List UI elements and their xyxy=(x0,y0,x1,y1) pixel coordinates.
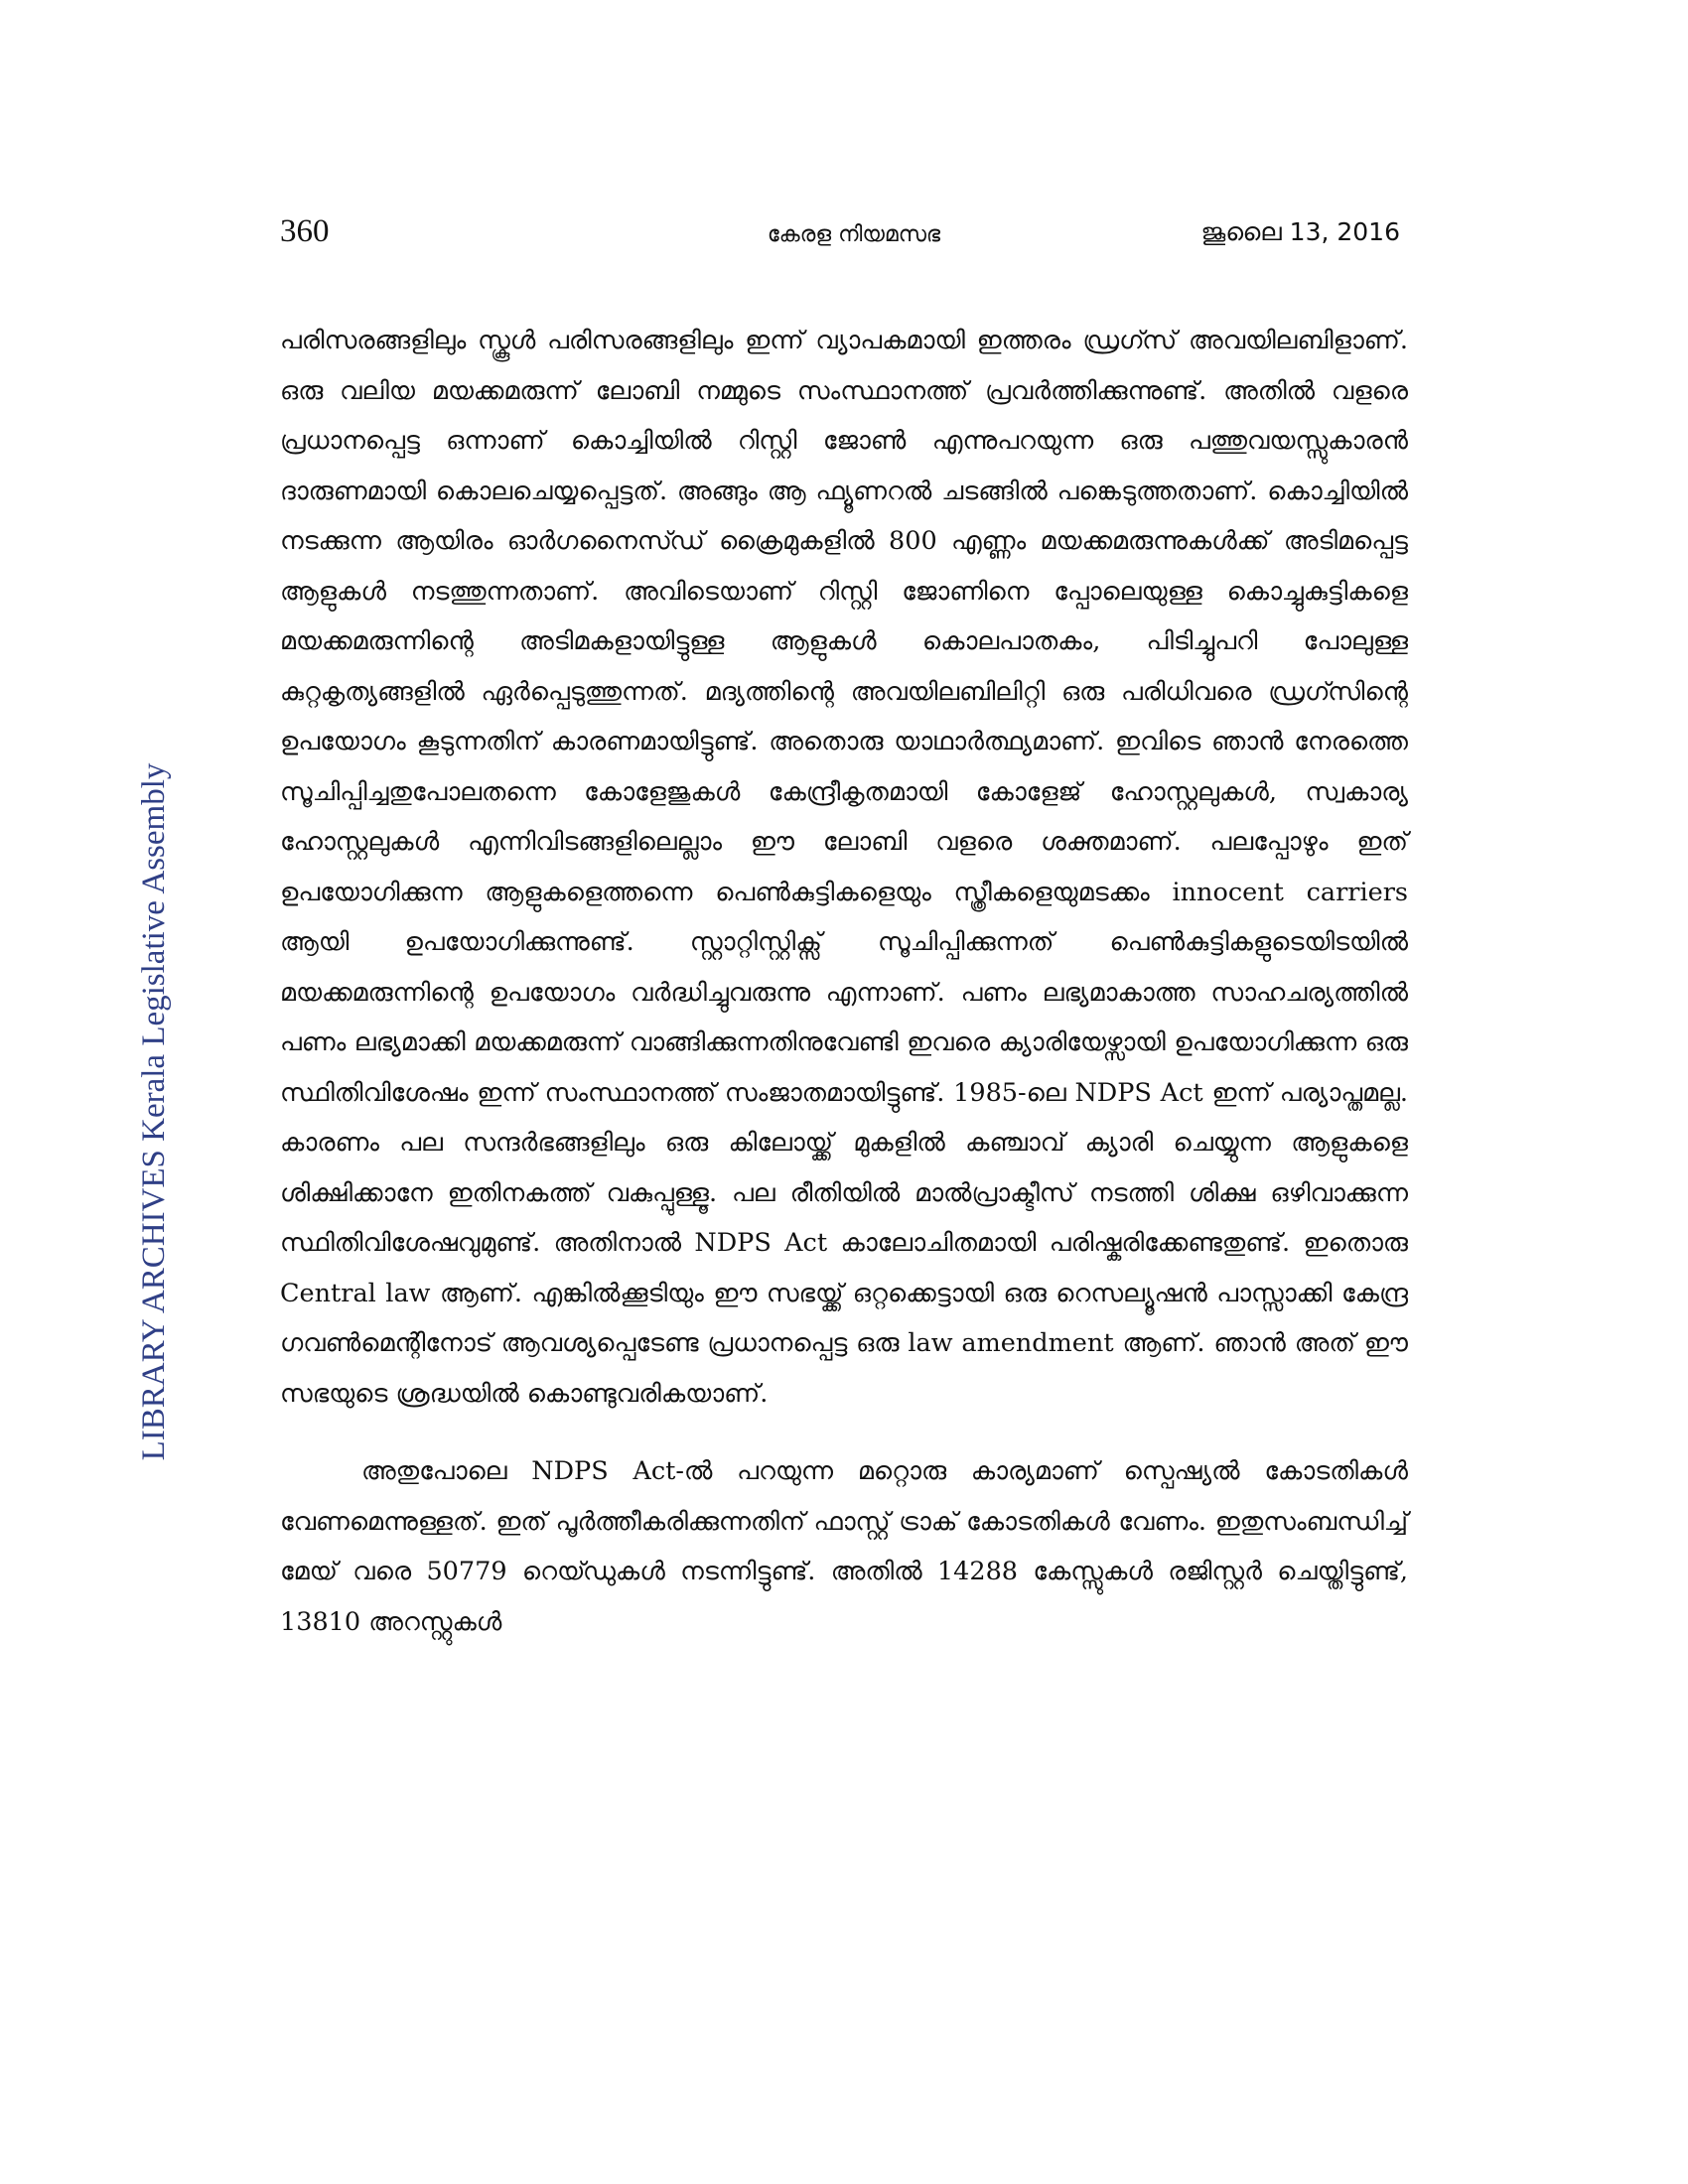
archive-watermark: LIBRARY ARCHIVES Kerala Legislative Assembly xyxy=(136,762,172,1461)
paragraph-2: അതുപോലെ NDPS Act-ൽ പറയുന്ന മറ്റൊരു കാര്യമാണ് സ്പെഷ്യൽ കോടതികൾ വേണമെന്നുള്ളത്. ഇത് പൂർത്തീകരിക്കുന്നതിന് ഫാസ്റ്റ് ട്രാക് കോടതികൾ വേണം. ഇതുസംബന്ധിച്ച് മേയ് വരെ 50779 റെയ്ഡുകൾ നടന്നിട്ടുണ്ട്. അതിൽ 14288 കേസ്സുകൾ രജിസ്റ്റർ ചെയ്തിട്ടുണ്ട്, 13810 അറസ്റ്റുകൾ xyxy=(280,1456,1408,1637)
page-number: 360 xyxy=(280,213,330,249)
body-text xyxy=(280,316,1408,1647)
page-title: കേരള നിയമസഭ xyxy=(767,222,941,247)
page-date: ജൂലൈ 13, 2016 xyxy=(1200,217,1400,246)
paragraph-1: പരിസരങ്ങളിലും സ്കൂൾ പരിസരങ്ങളിലും ഇന്ന് വ്യാപകമായി ഇത്തരം ഡ്രഗ്സ് അവയിലബിളാണ്. ഒരു വലിയ മയക്കമരുന്ന് ലോബി നമ്മുടെ സംസ്ഥാനത്ത് പ്രവർത്തിക്കുന്നുണ്ട്. അതിൽ വളരെ പ്രധാനപ്പെട്ട ഒന്നാണ് കൊച്ചിയിൽ റിസ്റ്റി ജോൺ എന്നുപറയുന്ന ഒരു പത്തുവയസ്സുകാരൻ ദാരുണമായി കൊലചെയ്യപ്പെട്ടത്. അങ്ങും ആ ഫ്യൂണറൽ ചടങ്ങിൽ പങ്കെടുത്തതാണ്. കൊച്ചിയിൽ നടക്കുന്ന ആയിരം ഓർഗനൈസ്ഡ് ക്രൈമുകളിൽ 800 എണ്ണം മയക്കമരുന്നുകൾക്ക് അടിമപ്പെട്ട ആളുകൾ നടത്തുന്നതാണ്. അവിടെയാണ് റിസ്റ്റി ജോണിനെ പ്പോലെയുള്ള കൊച്ചുകുട്ടികളെ മയക്കമരുന്നിന്റെ അടിമകളായിട്ടുള്ള ആളുകൾ കൊലപാതകം, പിടിച്ചുപറി പോലുള്ള കുറ്റകൃത്യങ്ങളിൽ ഏർപ്പെടുത്തുന്നത്. മദ്യത്തിന്റെ അവയിലബിലിറ്റി ഒരു പരിധിവരെ ഡ്രഗ്സിന്റെ ഉപയോഗം കൂടുന്നതിന് കാരണമായിട്ടുണ്ട്. അതൊരു യാഥാർത്ഥ്യമാണ്. ഇവിടെ ഞാൻ നേരത്തെ സൂചിപ്പിച്ചതുപോലതന്നെ കോളേജുകൾ കേന്ദ്രീകൃതമായി കോളേജ് ഹോസ്റ്റലുകൾ, സ്വകാര്യ ഹോസ്റ്റലുകൾ എന്നിവിടങ്ങളിലെല്ലാം ഈ ലോബി വളരെ ശക്തമാണ്. പലപ്പോഴും ഇത് ഉപയോഗിക്കുന്ന ആളുകളെത്തന്നെ പെൺകുട്ടികളെയും സ്ത്രീകളെയുമടക്കം innocent carriers ആയി ഉപയോഗിക്കുന്നുണ്ട്. സ്റ്റാറ്റിസ്റ്റിക്സ് സൂചിപ്പിക്കുന്നത് പെൺകുട്ടികളുടെയിടയിൽ മയക്കമരുന്നിന്റെ ഉപയോഗം വർദ്ധിച്ചുവരുന്നു എന്നാണ്. പണം ലഭ്യമാകാത്ത സാഹചര്യത്തിൽ പണം ലഭ്യമാക്കി മയക്കമരുന്ന് വാങ്ങിക്കുന്നതിനുവേണ്ടി ഇവരെ ക്യാരിയേഴ്സായി ഉപയോഗിക്കുന്ന ഒരു സ്ഥിതിവിശേഷം ഇന്ന് സംസ്ഥാനത്ത് സംജാതമായിട്ടുണ്ട്. 1985-ലെ NDPS Act ഇന്ന് പര്യാപ്തമല്ല. കാരണം പല സന്ദർഭങ്ങളിലും ഒരു കിലോയ്ക്ക് മുകളിൽ കഞ്ചാവ് ക്യാരി ചെയ്യുന്ന ആളുകളെ ശിക്ഷിക്കാനേ ഇതിനകത്ത് വകുപ്പുള്ളൂ. പല രീതിയിൽ മാൽപ്രാക്ടീസ് നടത്തി ശിക്ഷ ഒഴിവാക്കുന്ന സ്ഥിതിവിശേഷവുമുണ്ട്. അതിനാൽ NDPS Act കാലോചിതമായി പരിഷ്കരിക്കേണ്ടതുണ്ട്. ഇതൊരു Central law ആണ്. എങ്കിൽക്കൂടിയും ഈ സഭയ്ക്ക് ഒറ്റക്കെട്ടായി ഒരു റെസല്യൂഷൻ പാസ്സാക്കി കേന്ദ്ര ഗവൺമെന്റിനോട് ആവശ്യപ്പെടേണ്ട പ്രധാനപ്പെട്ട ഒരു law amendment ആണ്. ഞാൻ അത് ഈ സഭയുടെ ശ്രദ്ധയിൽ കൊണ്ടുവരികയാണ്. xyxy=(280,326,1408,1409)
